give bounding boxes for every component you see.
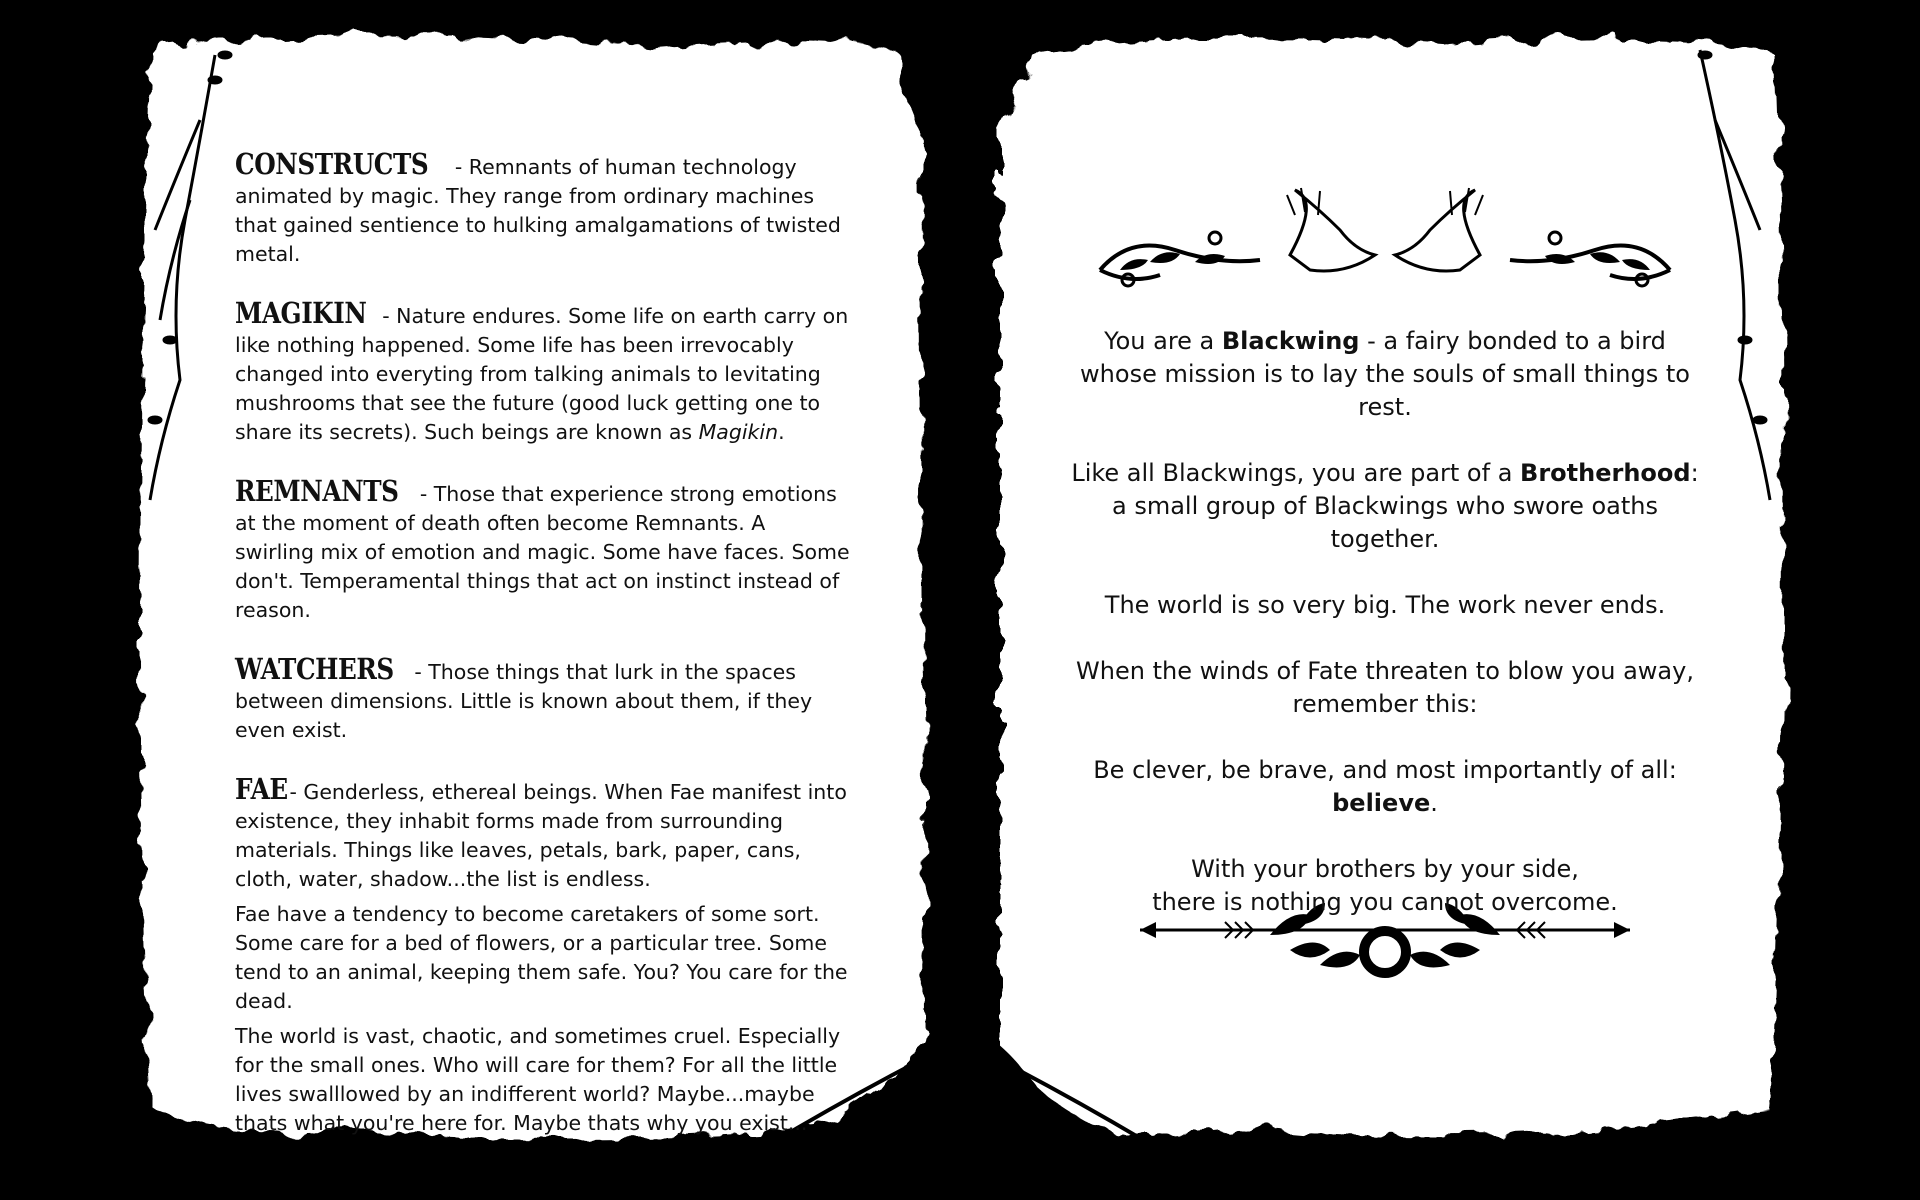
right-page-text [1070,325,1700,952]
text-run: Be clever, be brave, and most importantly of all: [1093,756,1677,784]
believe-term: believe [1332,789,1431,817]
entry-constructs [235,147,850,269]
text-run: there is nothing you cannot overcome. [1152,888,1618,916]
fate-paragraph [1070,655,1700,721]
entry-watchers [235,652,850,745]
brothers-paragraph [1070,853,1700,919]
text-run: - a fairy bonded to a bird whose mission is to lay the souls of small things to rest. [1080,327,1690,421]
entry-magikin [235,296,850,447]
text-run: You are a [1104,327,1222,355]
entry-text: - Nature endures. Some life on earth carry on like nothing happened. Some life has been irrevocably changed into everyting from talking animals to levitating mushrooms that see the future (good luck getting one to share its secrets). Such beings are known as [235,304,849,444]
entry-fae [235,772,850,1138]
text-run: Like all Blackwings, you are part of a [1071,459,1521,487]
entry-text: - Those that experience strong emotions at the moment of death often become Remnants. A swirling mix of emotion and magic. Some have faces. Some don't. Temperamental things that act on instinct instead of reason. [235,482,850,622]
brotherhood-term: Brotherhood [1520,459,1691,487]
entry-paragraph: The world is vast, chaotic, and sometimes cruel. Especially for the small ones. Who will care for them? For all the little lives swalllowed by an indifferent world? Maybe...maybe thats what you're here for. Maybe thats why you exist... [235,1024,841,1135]
entry-heading: REMNANTS [235,474,399,508]
entry-emphasis: Magikin [698,420,779,444]
entry-paragraph: Fae have a tendency to become caretakers of some sort. Some care for a bed of flowers, or a particular tree. Some tend to an animal, keeping them safe. You? You care for the dead. [235,902,848,1013]
entry-text: - Remnants of human technology animated by magic. They range from ordinary machines that gained sentience to hulking amalgamations of twisted metal. [235,155,841,266]
brotherhood-paragraph [1070,457,1700,556]
entry-text: - Genderless, ethereal beings. When Fae manifest into existence, they inhabit forms made from surrounding materials. Things like leaves, petals, bark, paper, cans, cloth, water, shadow...the list is endless. [235,780,847,891]
left-page-text [235,147,850,1168]
entry-heading: WATCHERS [235,652,394,686]
believe-paragraph [1070,754,1700,820]
blackwing-term: Blackwing [1221,327,1360,355]
entry-heading: CONSTRUCTS [235,147,429,181]
entry-heading: MAGIKIN [235,296,367,330]
text-run: remember this: [1292,690,1478,718]
text-run: When the winds of Fate threaten to blow you away, [1076,657,1694,685]
world-paragraph: The world is so very big. The work never ends. [1104,591,1666,619]
entry-heading: FAE [235,772,288,806]
entry-remnants [235,474,850,625]
text-run: . [1430,789,1438,817]
entry-tail: . [778,420,785,444]
entry-text: - Those things that lurk in the spaces between dimensions. Little is known about them, if they even exist. [235,660,813,742]
text-run: : a small group of Blackwings who swore oaths together. [1111,459,1699,553]
text-run: With your brothers by your side, [1191,855,1579,883]
intro-paragraph [1070,325,1700,424]
